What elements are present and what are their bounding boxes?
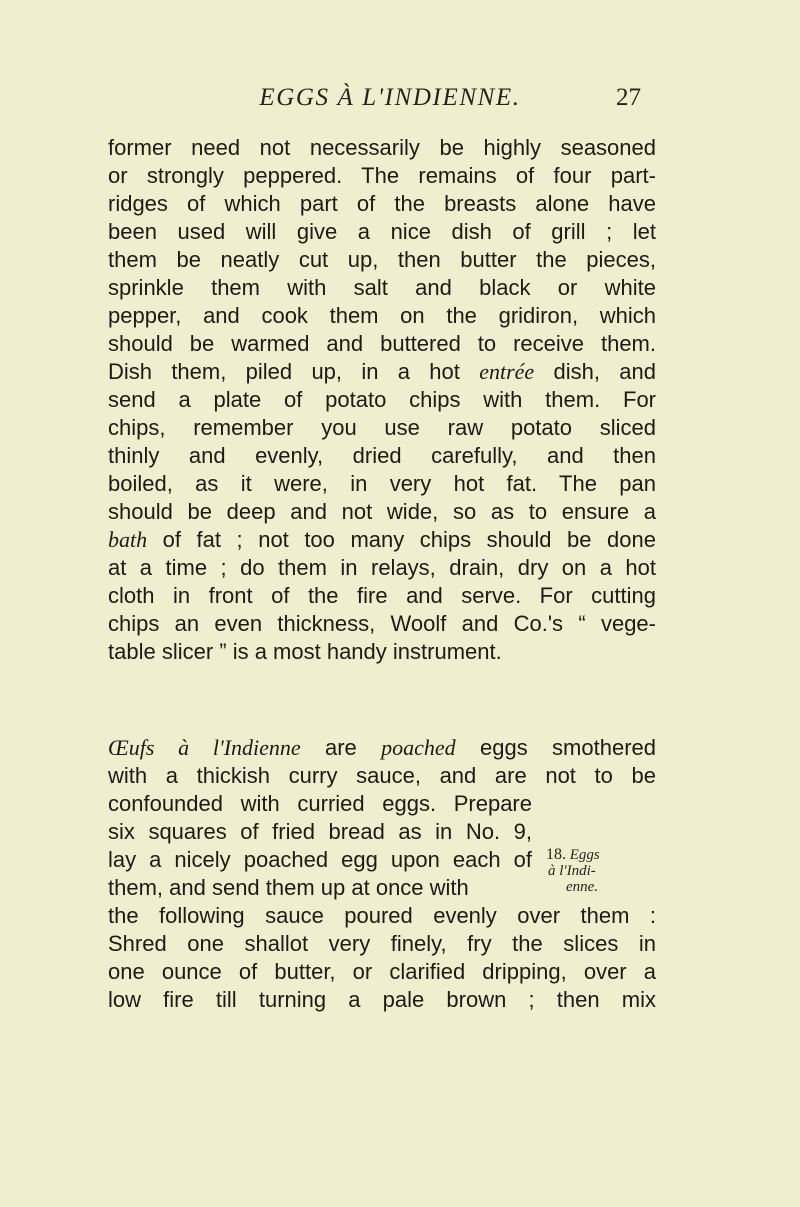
text-line: should be deep and not wide, so as to ensure a: [108, 499, 656, 524]
running-head: [0, 80, 800, 120]
text-line: send a plate of potato chips with them. For: [108, 387, 656, 412]
text-line: lay a nicely poached egg upon each of: [108, 847, 532, 872]
text-line: them, and send them up at once with: [108, 875, 469, 900]
paragraph-grill: [108, 134, 656, 666]
text-line: the following sauce poured evenly over them :: [108, 903, 656, 928]
italic-term-entree: entrée: [479, 359, 535, 384]
text-line: confounded with curried eggs. Prepare: [108, 791, 532, 816]
text-line: Shred one shallot very finely, fry the slices in: [108, 931, 656, 956]
text-line: cloth in front of the fire and serve. For cutting: [108, 583, 656, 608]
text-line: one ounce of butter, or clarified dripping, over a: [108, 959, 656, 984]
text-line: low fire till turning a pale brown ; then mix: [108, 987, 656, 1012]
text-segment: Dish them, piled up, in a hot: [108, 359, 460, 384]
text-line: former need not necessarily be highly seasoned: [108, 135, 656, 160]
text-line: six squares of fried bread as in No. 9,: [108, 819, 532, 844]
text-line: ridges of which part of the breasts alone have: [108, 191, 656, 216]
text-line: sprinkle them with salt and black or white: [108, 275, 656, 300]
text-line: should be warmed and buttered to receive them.: [108, 331, 656, 356]
italic-term-poached: poached: [381, 735, 456, 760]
text-line: boiled, as it were, in very hot fat. The pan: [108, 471, 656, 496]
page-number: 27: [616, 84, 641, 111]
text-line: chips, remember you use raw potato sliced: [108, 415, 656, 440]
recipe-number: 18.: [546, 846, 566, 863]
text-line: with a thickish curry sauce, and are not to be: [108, 763, 656, 788]
text-line: or strongly peppered. The remains of four part-: [108, 163, 656, 188]
text-segment: dish, and: [553, 359, 656, 384]
italic-term-bath: bath: [108, 527, 148, 552]
marginal-line: [546, 847, 658, 863]
text-line: [108, 526, 656, 554]
marginal-text: Eggs: [569, 847, 600, 863]
running-title: EGGS À L'INDIENNE.: [259, 84, 521, 111]
text-line: at a time ; do them in relays, drain, dry on a hot: [108, 555, 656, 580]
marginal-note: [546, 847, 658, 895]
marginal-line: enne.: [566, 879, 599, 895]
text-segment: of fat ; not too many chips should be done: [162, 527, 656, 552]
text-line: pepper, and cook them on the gridiron, which: [108, 303, 656, 328]
text-line: thinly and evenly, dried carefully, and then: [108, 443, 656, 468]
text-segment: eggs smothered: [480, 735, 656, 760]
text-line: chips an even thickness, Woolf and Co.'s “ vege-: [108, 611, 656, 636]
text-line: [108, 358, 656, 386]
text-segment: are: [325, 735, 357, 760]
text-line: been used will give a nice dish of grill ; let: [108, 219, 656, 244]
italic-term-oeufs: Œufs à l'Indienne: [108, 735, 301, 760]
text-line: [108, 734, 656, 762]
text-line: them be neatly cut up, then butter the pieces,: [108, 247, 656, 272]
text-line: table slicer ” is a most handy instrument.: [108, 639, 502, 664]
marginal-line: à l'Indi-: [548, 863, 596, 879]
